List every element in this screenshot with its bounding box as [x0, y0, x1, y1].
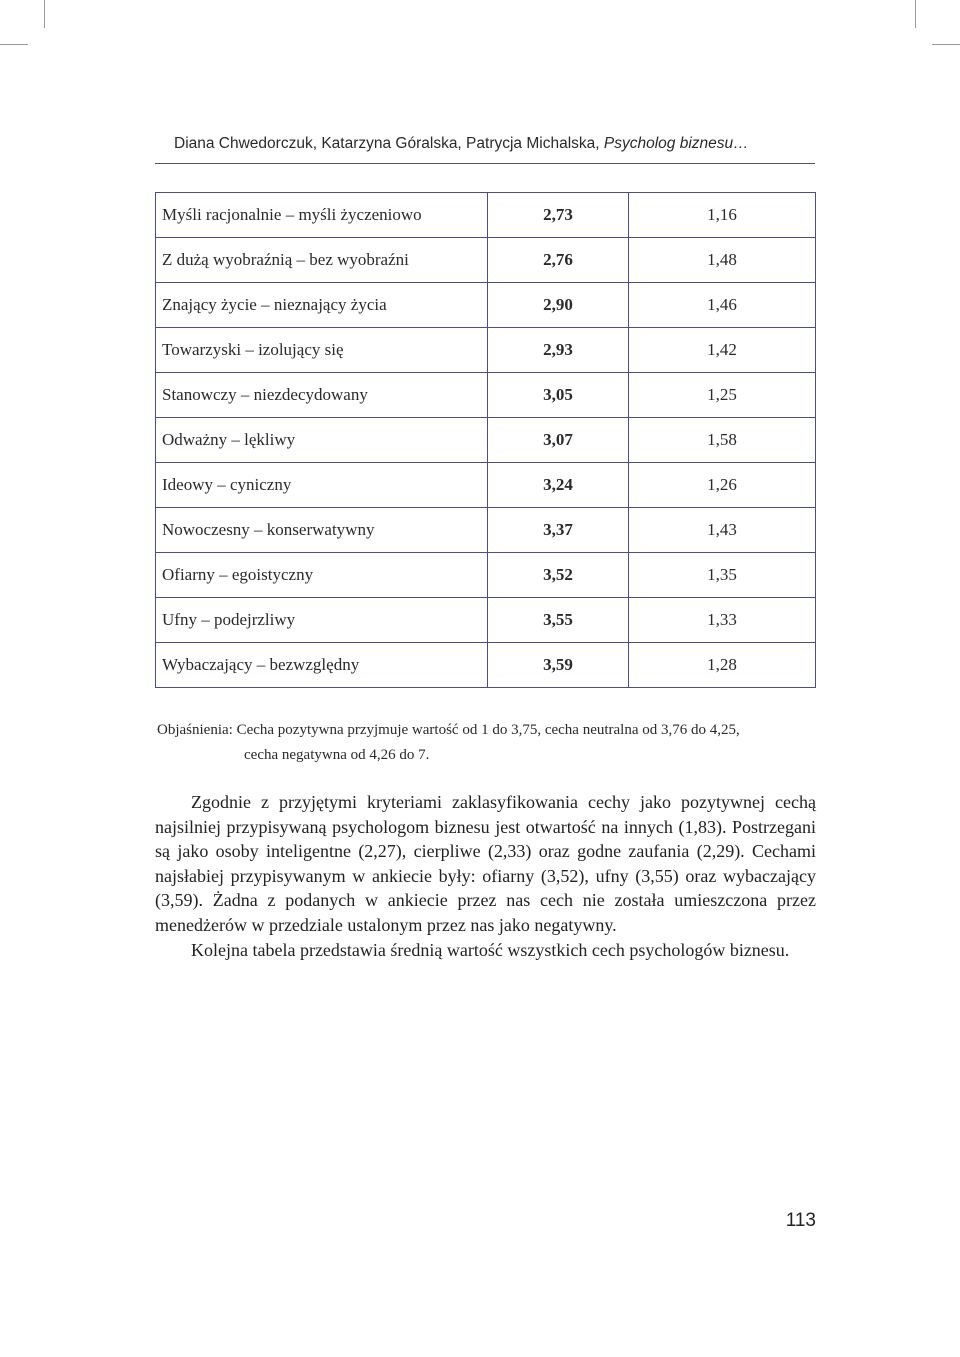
- paragraph: Kolejna tabela przedstawia średnią wartość wszystkich cech psychologów biznesu.: [191, 939, 790, 960]
- body-text: [155, 790, 816, 962]
- mean-cell: 3,55: [488, 598, 629, 643]
- table-note: [157, 718, 817, 768]
- sd-cell: 1,28: [629, 643, 816, 688]
- sd-cell: 1,25: [629, 373, 816, 418]
- table-row: [156, 373, 816, 418]
- mean-cell: 2,90: [488, 283, 629, 328]
- trait-cell: Ofiarny – egoistyczny: [156, 553, 488, 598]
- mean-cell: 3,07: [488, 418, 629, 463]
- table-row: [156, 283, 816, 328]
- trait-cell: Z dużą wyobraźnią – bez wyobraźni: [156, 238, 488, 283]
- sd-cell: 1,26: [629, 463, 816, 508]
- paragraph: Zgodnie z przyjętymi kryteriami zaklasyfikowania cechy jako pozytywnej cechą najsilniej przypisywaną psychologom biznesu jest otwartość na innych (1,83). Postrzegani są jako osoby inteligentne (2,27), cierpliwe (2,33) oraz godne zaufania (2,29). Cechami najsłabiej przypisywanym w ankiecie były: ofiarny (3,52), ufny (3,55) oraz wybaczający (3,59). Żadna z podanych w ankiecie przez nas cech nie została umieszczona przez menedżerów w przedziale ustalonym przez nas jako negatywny.: [155, 792, 816, 935]
- traits-table: [155, 192, 816, 688]
- trait-cell: Ideowy – cyniczny: [156, 463, 488, 508]
- mean-cell: 2,76: [488, 238, 629, 283]
- trait-cell: Odważny – lękliwy: [156, 418, 488, 463]
- mean-cell: 2,93: [488, 328, 629, 373]
- trait-cell: Wybaczający – bezwzględny: [156, 643, 488, 688]
- mean-cell: 3,37: [488, 508, 629, 553]
- mean-cell: 3,24: [488, 463, 629, 508]
- table-row: [156, 463, 816, 508]
- note-line-1: Objaśnienia: Cecha pozytywna przyjmuje wartość od 1 do 3,75, cecha neutralna od 3,76 do 4,25,: [157, 722, 740, 738]
- table-row: [156, 193, 816, 238]
- table-row: [156, 598, 816, 643]
- table-row: [156, 643, 816, 688]
- table-row: [156, 418, 816, 463]
- sd-cell: 1,35: [629, 553, 816, 598]
- crop-mark: [932, 44, 960, 45]
- trait-cell: Nowoczesny – konserwatywny: [156, 508, 488, 553]
- trait-cell: Myśli racjonalnie – myśli życzeniowo: [156, 193, 488, 238]
- mean-cell: 3,52: [488, 553, 629, 598]
- table-row: [156, 238, 816, 283]
- trait-cell: Znający życie – nieznający życia: [156, 283, 488, 328]
- header-rule: [155, 163, 815, 164]
- crop-mark: [44, 0, 45, 28]
- running-header: [174, 135, 814, 153]
- table-row: [156, 328, 816, 373]
- header-title: Psycholog biznesu…: [603, 135, 749, 152]
- mean-cell: 3,05: [488, 373, 629, 418]
- trait-cell: Towarzyski – izolujący się: [156, 328, 488, 373]
- crop-mark: [0, 44, 28, 45]
- sd-cell: 1,16: [629, 193, 816, 238]
- trait-cell: Ufny – podejrzliwy: [156, 598, 488, 643]
- page-number: 113: [785, 1210, 816, 1231]
- crop-mark: [915, 0, 916, 28]
- mean-cell: 2,73: [488, 193, 629, 238]
- sd-cell: 1,46: [629, 283, 816, 328]
- sd-cell: 1,42: [629, 328, 816, 373]
- table-row: [156, 553, 816, 598]
- sd-cell: 1,33: [629, 598, 816, 643]
- trait-cell: Stanowczy – niezdecydowany: [156, 373, 488, 418]
- table-row: [156, 508, 816, 553]
- sd-cell: 1,48: [629, 238, 816, 283]
- header-authors: Diana Chwedorczuk, Katarzyna Góralska, Patrycja Michalska,: [174, 135, 604, 152]
- sd-cell: 1,58: [629, 418, 816, 463]
- note-line-2: cecha negatywna od 4,26 do 7.: [244, 747, 430, 763]
- mean-cell: 3,59: [488, 643, 629, 688]
- sd-cell: 1,43: [629, 508, 816, 553]
